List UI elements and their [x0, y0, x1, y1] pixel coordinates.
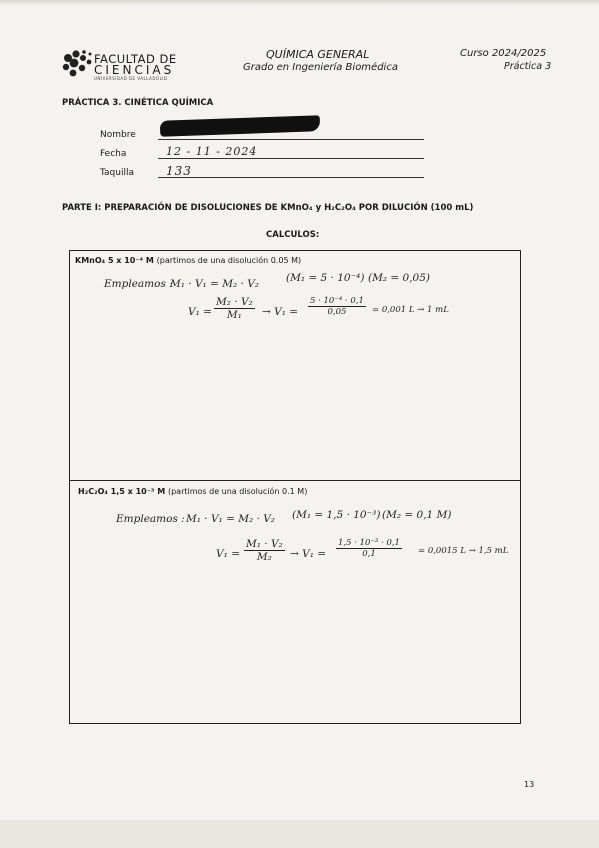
faculty-name-line2: CIENCIAS [94, 63, 175, 77]
kmno4-fraction2 [308, 296, 366, 317]
h2c2o4-line2-arrow: → V₁ = [290, 548, 327, 560]
fecha-line [158, 158, 424, 159]
kmno4-condition-m2: (M₂ = 0,05) [368, 272, 431, 284]
kmno4-line1-equation: M₁ · V₁ = M₂ · V₂ [170, 278, 260, 290]
fecha-label: Fecha [100, 149, 127, 159]
nombre-label: Nombre [100, 130, 136, 140]
faculty-name-line3: UNIVERSIDAD DE VALLADOLID [94, 76, 168, 81]
h2c2o4-line1-prefix: Empleamos : [116, 513, 185, 525]
h2c2o4-fraction1-numerator: M₁ · V₂ [246, 538, 283, 550]
h2c2o4-condition-m2: (M₂ = 0,1 M) [382, 509, 452, 521]
h2c2o4-section-label [78, 487, 307, 496]
kmno4-line2-arrow: → V₁ = [262, 306, 299, 318]
taquilla-line [158, 177, 424, 178]
h2c2o4-condition-m1: (M₁ = 1,5 · 10⁻³) [292, 509, 381, 521]
h2c2o4-fraction2-denominator: 0,1 [362, 549, 376, 559]
section-divider [69, 480, 520, 481]
kmno4-fraction2-denominator: 0,05 [327, 307, 347, 317]
kmno4-section-label [75, 256, 301, 265]
kmno4-line2-lhs: V₁ = [188, 306, 212, 318]
h2c2o4-line2-result: = 0,0015 L → 1,5 mL [418, 546, 509, 556]
part1-title: PARTE I: PREPARACIÓN DE DISOLUCIONES DE KMnO₄ y H₂C₂O₄ POR DILUCIÓN (100 mL) [62, 203, 474, 213]
faculty-name-line1: FACULTAD DE [94, 52, 177, 66]
h2c2o4-label: H₂C₂O₄ 1,5 x 10⁻³ M [78, 487, 166, 496]
practice-title: PRÁCTICA 3. CINÉTICA QUÍMICA [62, 98, 214, 108]
kmno4-line2-result: = 0,001 L → 1 mL [372, 305, 449, 315]
h2c2o4-fraction2 [336, 538, 402, 559]
scan-top-shadow [0, 0, 599, 6]
practice-number: Práctica 3 [504, 61, 552, 72]
h2c2o4-note: (partimos de una disolución 0.1 M) [167, 487, 308, 496]
taquilla-value: 133 [166, 164, 192, 178]
h2c2o4-line1-equation: M₁ · V₁ = M₂ · V₂ [186, 513, 276, 525]
kmno4-label: KMnO₄ 5 x 10⁻⁴ M [75, 256, 154, 265]
scan-bottom-edge [0, 820, 599, 848]
calculos-title: CALCULOS: [266, 230, 320, 240]
kmno4-condition-m1: (M₁ = 5 · 10⁻⁴) [286, 272, 365, 284]
kmno4-note: (partimos de una disolución 0.05 M) [156, 256, 302, 265]
degree-name: Grado en Ingeniería Biomédica [243, 62, 398, 73]
course-year: Curso 2024/2025 [460, 48, 547, 59]
fecha-value: 12 - 11 - 2024 [166, 145, 258, 158]
kmno4-fraction1-denominator: M₁ [226, 309, 242, 321]
h2c2o4-fraction1-denominator: M₂ [256, 551, 272, 563]
kmno4-fraction1-numerator: M₂ · V₂ [216, 296, 253, 308]
kmno4-fraction2-numerator: 5 · 10⁻⁴ · 0,1 [310, 296, 364, 306]
h2c2o4-fraction2-numerator: 1,5 · 10⁻³ · 0,1 [338, 538, 400, 548]
course-title: QUÍMICA GENERAL [266, 48, 370, 61]
nombre-line [158, 139, 424, 140]
redacted-name [160, 115, 320, 137]
h2c2o4-fraction1 [244, 538, 285, 563]
kmno4-line1-prefix: Empleamos : [104, 278, 173, 290]
taquilla-label: Taquilla [100, 168, 134, 178]
h2c2o4-line2-lhs: V₁ = [216, 548, 240, 560]
kmno4-fraction1 [214, 296, 255, 321]
page-number: 13 [524, 780, 535, 789]
